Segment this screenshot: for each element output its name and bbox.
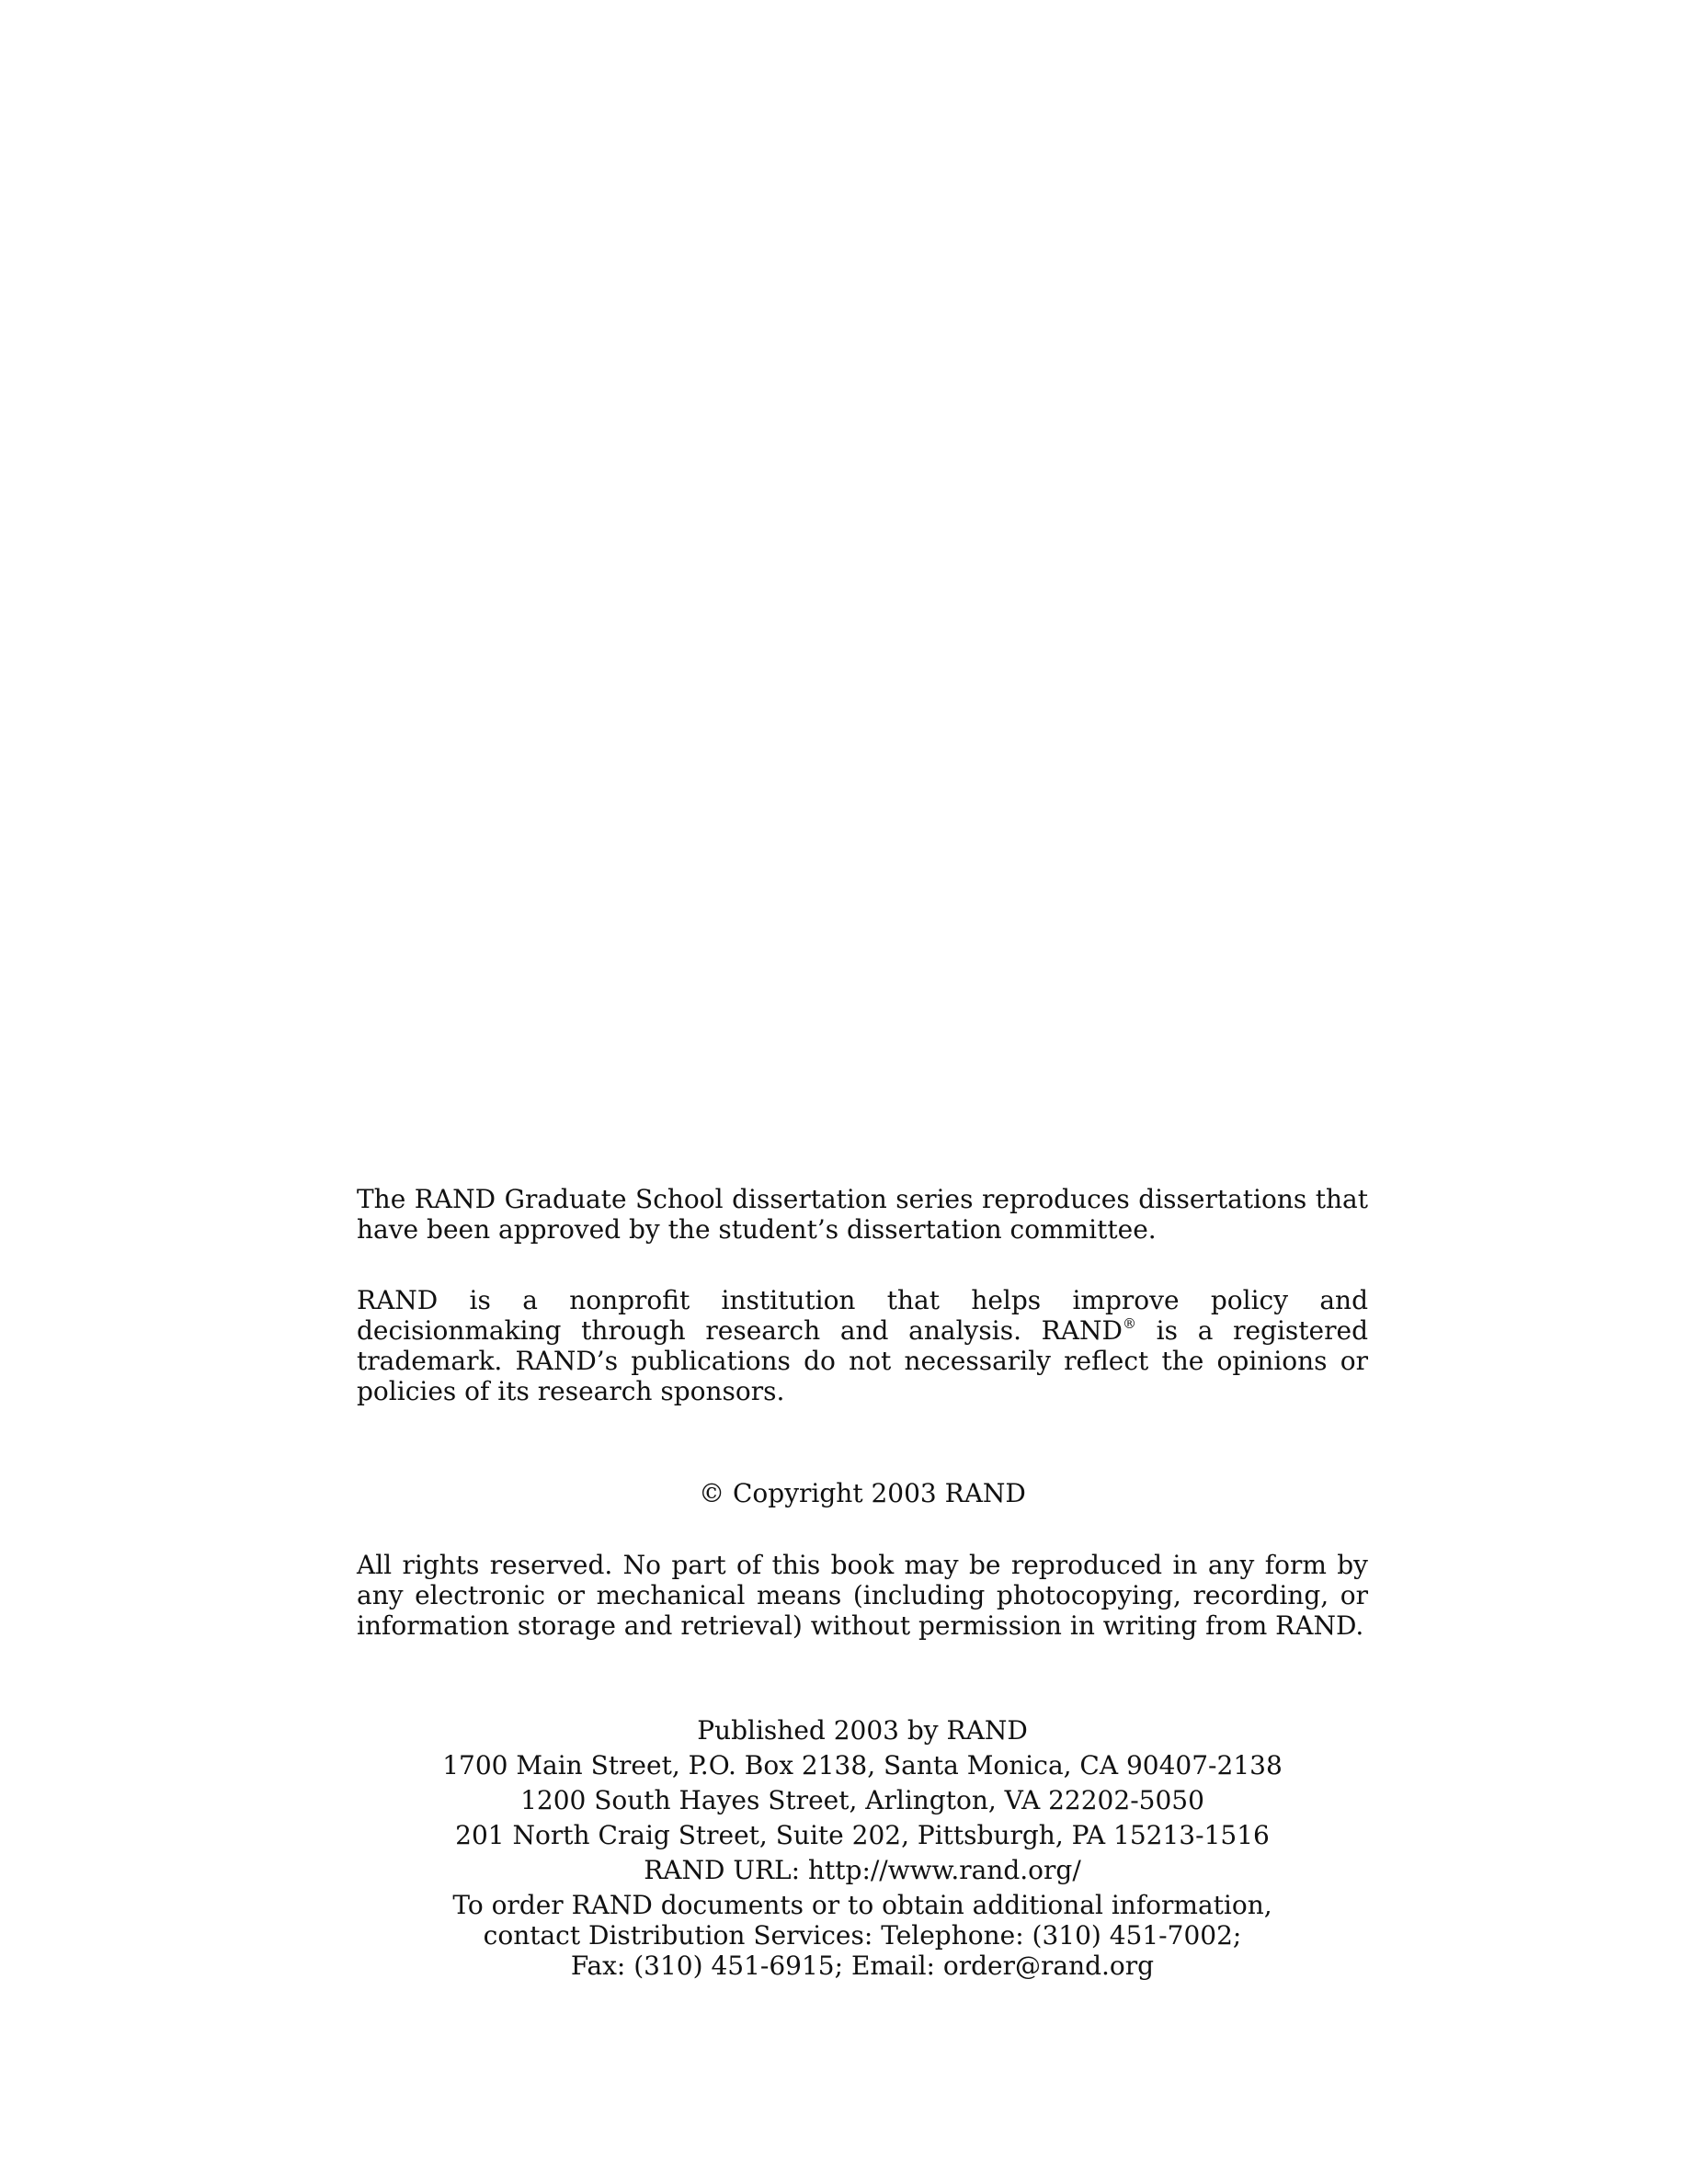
ordering-info [357,1890,1368,1981]
address-pittsburgh: 201 North Craig Street, Suite 202, Pittsburgh, PA 15213-1516 [455,1820,1270,1850]
registered-trademark-symbol: ® [1122,1315,1136,1332]
order-info-line-1: To order RAND documents or to obtain additional information, [452,1890,1272,1920]
copyright-notice: © Copyright 2003 RAND [699,1478,1026,1508]
rand-nonprofit-text-start: RAND is a nonprofit institution that helps improve policy and decisionmaking through research and analysis. RAND [357,1285,1368,1346]
rand-url-line: RAND URL: http://www.rand.org/ [644,1855,1081,1885]
all-rights-reserved-paragraph: All rights reserved. No part of this book may be reproduced in any form by any electronic or mechanical means (including photocopying, recording, or information storage and retrieval) without permission in writing from RAND. [357,1550,1368,1641]
order-info-line-2: contact Distribution Services: Telephone: (310) 451-7002; [483,1920,1242,1951]
publisher-info [357,1713,1368,1888]
dissertation-series-paragraph: The RAND Graduate School dissertation series reproduces dissertations that have been approved by the student’s dissertation committee. [357,1184,1368,1245]
rand-nonprofit-text-end: is a registered trademark. RAND’s publications do not necessarily reflect the opinions or policies of its research sponsors. [357,1315,1368,1406]
address-santa-monica: 1700 Main Street, P.O. Box 2138, Santa Monica, CA 90407-2138 [442,1750,1283,1780]
address-arlington: 1200 South Hayes Street, Arlington, VA 22202-5050 [520,1785,1204,1815]
published-by-line: Published 2003 by RAND [697,1715,1028,1746]
rand-nonprofit-paragraph [357,1285,1368,1406]
order-info-line-3: Fax: (310) 451-6915; Email: order@rand.org [570,1951,1155,1981]
